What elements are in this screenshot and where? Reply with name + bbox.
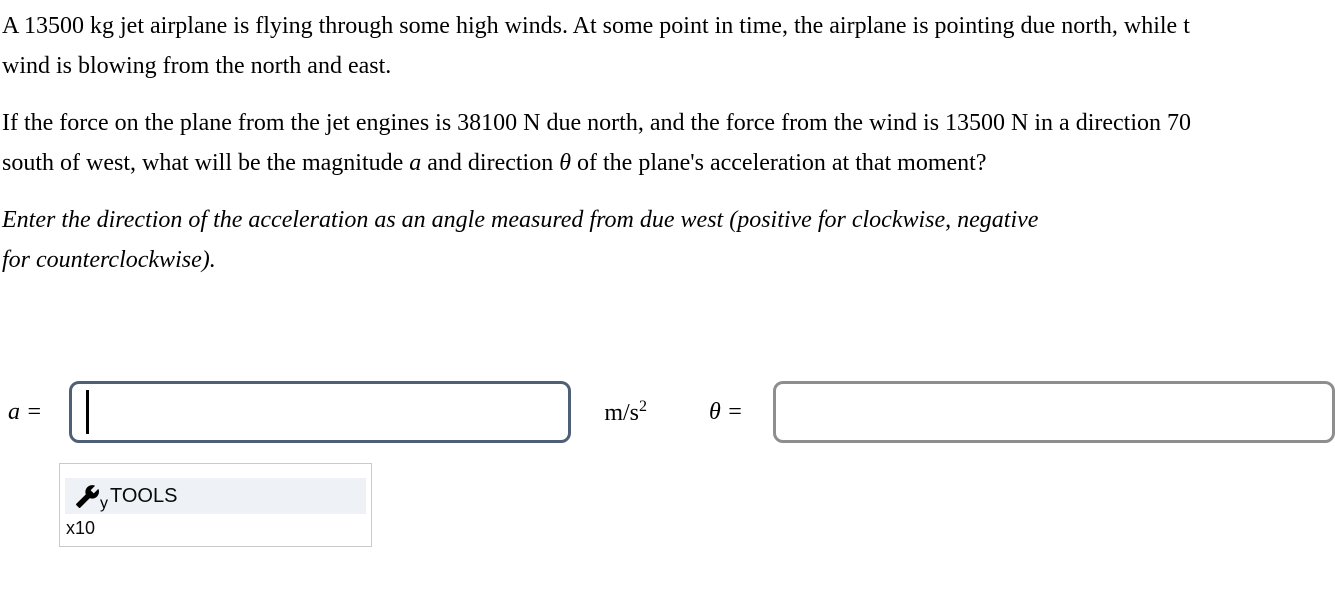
instruction-note <box>2 200 1335 280</box>
variable-theta: θ <box>559 150 572 176</box>
problem-statement <box>0 0 1335 280</box>
problem-line: If the force on the plane from the jet engines is 38100 N due north, and the force from the wind is 13500 N in a direction 70 <box>2 110 1192 136</box>
a-equals-label: a = <box>8 398 43 425</box>
problem-text-segment: and direction <box>421 150 560 176</box>
problem-paragraph-1 <box>2 6 1335 86</box>
tools-menu-header[interactable] <box>65 478 366 514</box>
theta-answer-input[interactable] <box>773 381 1335 443</box>
unit-exponent: 2 <box>639 397 648 415</box>
a-unit-label: $m/s^2$ <box>604 397 648 426</box>
wrench-icon <box>75 484 100 509</box>
problem-paragraph-2 <box>2 103 1335 183</box>
a-answer-input[interactable] <box>69 381 571 443</box>
answer-row <box>0 381 1335 443</box>
tools-popup <box>59 463 372 547</box>
variable-a: a <box>409 150 422 176</box>
note-line: Enter the direction of the acceleration as an angle measured from due west (positive for clockwise, negative <box>2 207 1039 233</box>
text-cursor <box>86 390 89 434</box>
problem-text-segment: of the plane's acceleration at that moment? <box>571 150 987 176</box>
problem-line <box>2 143 1335 183</box>
problem-text-segment: south of west, what will be the magnitude <box>2 150 410 176</box>
theta-equals-label: θ = <box>709 398 743 425</box>
tools-item-x10[interactable]: x10 <box>66 518 96 538</box>
tools-sub-label: y <box>100 495 108 512</box>
problem-line: A 13500 kg jet airplane is flying through some high winds. At some point in time, the airplane is pointing due north, while t <box>2 13 1190 39</box>
problem-line: wind is blowing from the north and east. <box>2 53 392 79</box>
note-line: for counterclockwise). <box>2 247 216 273</box>
tools-title: TOOLS <box>110 484 178 507</box>
